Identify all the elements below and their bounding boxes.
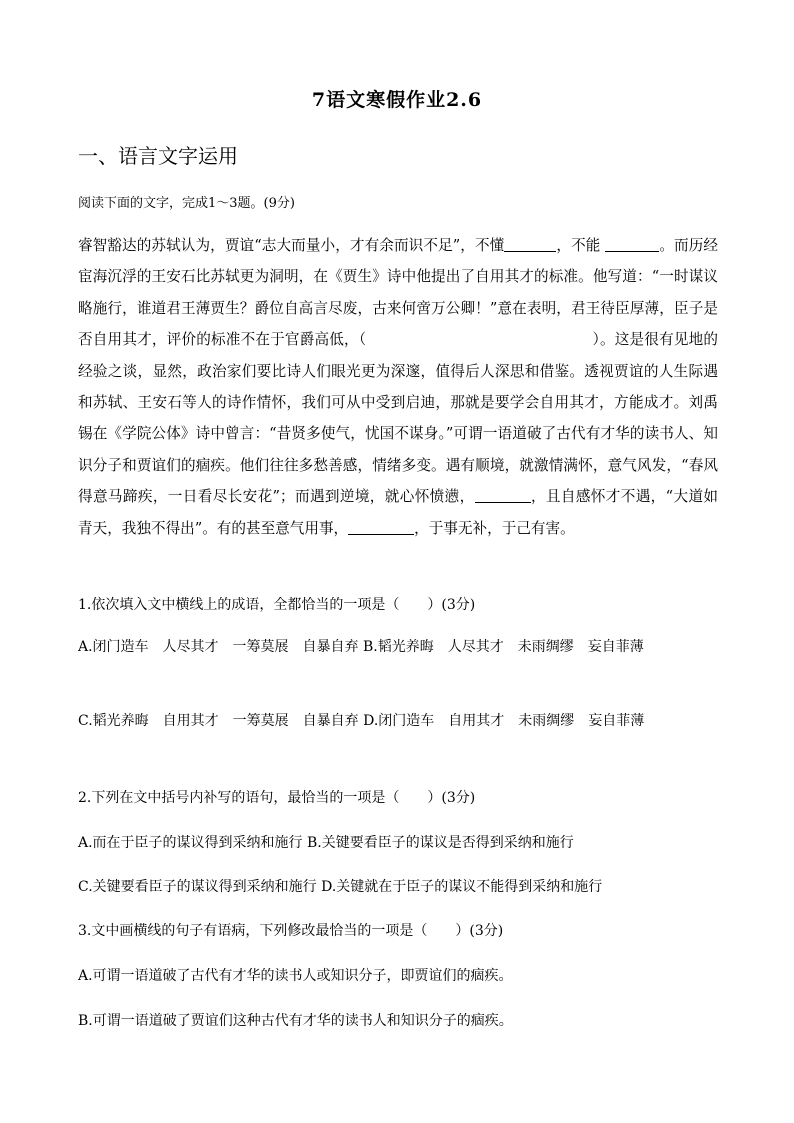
fill-blank-1: [504, 236, 556, 252]
fill-blank-4: [348, 519, 414, 535]
question-3: [78, 918, 720, 945]
question-score: ）(3分): [455, 923, 504, 939]
fill-blank-2: [605, 236, 659, 252]
passage-text: ）。这是很有见地的经验之谈，显然，政治家们要比诗人们眼光更为深邃，值得后人深思和借鉴。透视贾谊的人生际遇和苏轼、王安石等人的诗作情怀，我们可从中受到启迪，那就是要学会自用其才，方能成才。刘禹锡在《学院公体》诗中曾言：“昔贤多使气，忧国不谋身。”可谓一语道破了古代有才华的读书人、知识分子和贾谊们的痼疾。他们往往多愁善感，情绪多变。遇有顺境，就激情满怀，意气风发，“春风得意马蹄疾，一日看尽长安花”；而遇到逆境，就心怀愤懑，: [78, 331, 719, 506]
question-3-option-b: [78, 1008, 720, 1035]
option-line: A.闭门造车 人尽其才 一筹莫展 自暴自弃 B.韬光养晦 人尽其才 未雨绸缪 妄自菲薄: [78, 639, 644, 655]
question-stem: 2.下列在文中括号内补写的语句，最恰当的一项是（: [78, 790, 400, 806]
option-line: A.可谓一语道破了古代有才华的读书人或知识分子，即贾谊们的痼疾。: [78, 968, 513, 984]
fill-blank-3: [475, 487, 531, 503]
question-score: ）(3分): [427, 790, 476, 806]
question-2-options-ab: [78, 830, 720, 857]
option-line: B.可谓一语道破了贾谊们这种古代有才华的读书人和知识分子的痼疾。: [78, 1013, 513, 1029]
reading-passage: [78, 230, 718, 544]
question-stem: 1.依次填入文中横线上的成语，全都恰当的一项是（: [78, 597, 400, 613]
question-1: [78, 592, 720, 619]
section-heading: 一、语言文字运用: [78, 144, 238, 168]
passage-text: ，不能: [556, 237, 606, 254]
question-stem: 3.文中画横线的句子有语病，下列修改最恰当的一项是（: [78, 923, 428, 939]
option-line: C.关键要看臣子的谋议得到采纳和施行 D.关键就在于臣子的谋议不能得到采纳和施行: [78, 879, 603, 895]
question-2: [78, 785, 720, 812]
passage-text: 。而历经宦海沉浮的王安石比苏轼更为洞明，在《贾生》诗中他提出了自用其才的标准。他写道：“一时谋议略施行，谁道君王薄贾生？爵位自高言尽废，古来何啻万公卿！”意在表明，君王待臣厚薄，臣子是否自用其才，评价的标准不在于官爵高低，（: [78, 237, 718, 349]
passage-text: 睿智豁达的苏轼认为，贾谊“志大而量小，才有余而识不足”，不懂: [78, 237, 505, 254]
option-line: C.韬光养晦 自用其才 一筹莫展 自暴自弃 D.闭门造车 自用其才 未雨绸缪 妄自菲薄: [78, 713, 645, 729]
question-1-options-ab: [78, 634, 720, 661]
question-score: ）(3分): [427, 597, 476, 613]
question-2-options-cd: [78, 874, 720, 901]
question-1-options-cd: [78, 708, 720, 735]
document-title: 7语文寒假作业2.6: [311, 89, 483, 111]
option-line: A.而在于臣子的谋议得到采纳和施行 B.关键要看臣子的谋议是否得到采纳和施行: [78, 835, 574, 851]
question-3-option-a: [78, 963, 720, 990]
passage-text: ，且自感怀才不遇，“大道如青天，我独不得出”。有的甚至意气用事，: [78, 488, 718, 537]
reading-instruction: 阅读下面的文字，完成1～3题。(9分): [78, 196, 295, 211]
passage-text: ，于事无补，于己有害。: [414, 519, 575, 537]
